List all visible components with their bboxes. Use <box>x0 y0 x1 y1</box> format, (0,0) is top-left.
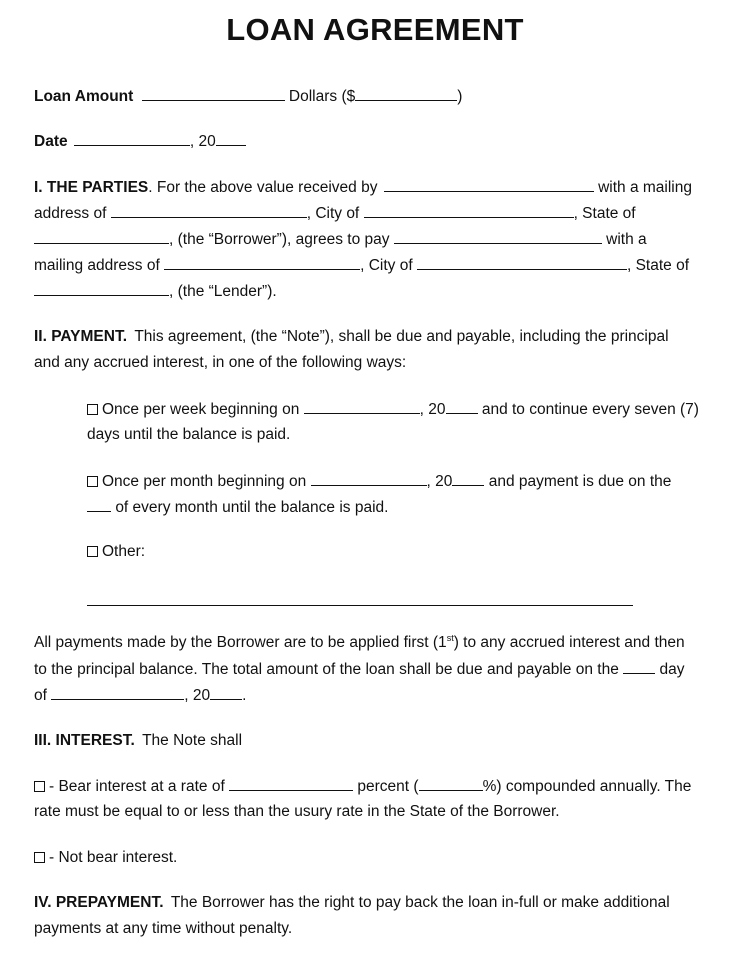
due-day-field[interactable] <box>623 659 655 674</box>
no-interest-checkbox[interactable] <box>34 852 45 863</box>
year-prefix: , 20 <box>419 401 446 418</box>
parties-text: . For the above value received by <box>148 179 378 196</box>
payment-text: day <box>659 661 685 678</box>
year-prefix: , 20 <box>189 133 216 150</box>
option-text: Other: <box>102 543 146 560</box>
borrower-state-field[interactable] <box>34 229 169 244</box>
date-label: Date <box>34 133 68 150</box>
monthly-option-line-2 <box>87 497 388 518</box>
year-prefix: , 20 <box>426 473 453 490</box>
payment-text: and any accrued interest, in one of the following ways: <box>34 354 407 371</box>
parties-text: , State of <box>626 257 690 274</box>
interest-line-1 <box>34 731 242 751</box>
parties-line-5 <box>34 281 277 302</box>
payment-applied-line-1 <box>34 633 685 653</box>
weekly-checkbox[interactable] <box>87 404 98 415</box>
date-year-field[interactable] <box>216 131 246 146</box>
monthly-due-day-field[interactable] <box>87 497 111 512</box>
payment-heading: II. PAYMENT. <box>34 328 128 345</box>
due-year-field[interactable] <box>210 685 242 700</box>
interest-text: The Note shall <box>142 732 243 749</box>
interest-rate-number-field[interactable] <box>419 776 483 791</box>
parties-text: address of <box>34 205 107 222</box>
loan-amount-label: Loan Amount <box>34 88 134 105</box>
lender-address-field[interactable] <box>164 255 360 270</box>
weekly-start-date-field[interactable] <box>304 399 420 414</box>
payment-applied-line-3 <box>34 685 246 706</box>
bear-interest-checkbox[interactable] <box>34 781 45 792</box>
parties-line-1 <box>34 177 692 198</box>
option-text: Once per month beginning on <box>102 473 307 490</box>
parties-text: mailing address of <box>34 257 160 274</box>
bear-interest-line-2 <box>34 802 560 822</box>
interest-heading: III. INTEREST. <box>34 732 135 749</box>
weekly-year-field[interactable] <box>446 399 478 414</box>
option-text: - Bear interest at a rate of <box>49 778 225 795</box>
lender-city-field[interactable] <box>417 255 627 270</box>
parties-text: , City of <box>306 205 360 222</box>
dollars-label: Dollars ($ <box>288 88 356 105</box>
date-field[interactable] <box>74 131 190 146</box>
due-month-field[interactable] <box>51 685 184 700</box>
parties-text: , (the “Lender”). <box>169 283 277 300</box>
option-text: and to continue every seven (7) <box>481 401 699 418</box>
option-text: of every month until the balance is paid. <box>115 499 389 516</box>
parties-text: with a <box>606 231 647 248</box>
loan-amount-number-field[interactable] <box>355 86 457 101</box>
option-text: and payment is due on the <box>488 473 672 490</box>
borrower-address-field[interactable] <box>111 203 307 218</box>
loan-amount-words-field[interactable] <box>142 86 285 101</box>
payment-text: to the principal balance. The total amount of the loan shall be due and payable on the <box>34 661 619 678</box>
parties-heading: I. THE PARTIES <box>34 179 149 196</box>
borrower-city-field[interactable] <box>364 203 574 218</box>
option-text: %) compounded annually. The <box>482 778 692 795</box>
borrower-name-field[interactable] <box>384 177 594 192</box>
option-text: Once per week beginning on <box>102 401 300 418</box>
interest-rate-words-field[interactable] <box>229 776 353 791</box>
lender-name-field[interactable] <box>394 229 602 244</box>
payment-applied-line-2 <box>34 659 684 680</box>
superscript-st: st <box>446 632 454 643</box>
prepayment-line-2 <box>34 919 292 939</box>
prepayment-line-1 <box>34 893 670 913</box>
prepayment-text: The Borrower has the right to pay back the loan in-full or make additional <box>170 894 670 911</box>
close-paren: ) <box>457 88 463 105</box>
option-text: - Not bear interest. <box>49 849 178 866</box>
payment-line-2 <box>34 353 406 373</box>
other-option <box>87 542 145 562</box>
parties-text: , City of <box>360 257 413 274</box>
payment-text: of <box>34 687 47 704</box>
document-title: LOAN AGREEMENT <box>226 12 524 47</box>
monthly-checkbox[interactable] <box>87 476 98 487</box>
year-prefix: , 20 <box>184 687 211 704</box>
monthly-start-date-field[interactable] <box>311 471 427 486</box>
no-interest-option <box>34 848 177 868</box>
lender-state-field[interactable] <box>34 281 169 296</box>
monthly-year-field[interactable] <box>452 471 484 486</box>
parties-line-4 <box>34 255 689 276</box>
loan-amount-row <box>34 86 462 107</box>
bear-interest-option <box>34 776 691 797</box>
prepayment-text: payments at any time without penalty. <box>34 920 293 937</box>
other-checkbox[interactable] <box>87 546 98 557</box>
option-text: days until the balance is paid. <box>87 426 291 443</box>
parties-text: , State of <box>573 205 636 222</box>
parties-text: , (the “Borrower”), agrees to pay <box>169 231 390 248</box>
parties-line-2 <box>34 203 636 224</box>
other-terms-field[interactable] <box>87 605 633 606</box>
payment-text: This agreement, (the “Note”), shall be due and payable, including the principal <box>134 328 669 345</box>
parties-text: with a mailing <box>598 179 692 196</box>
option-text: rate must be equal to or less than the usury rate in the State of the Borrower. <box>34 803 560 820</box>
parties-line-3 <box>34 229 647 250</box>
option-text: percent ( <box>357 778 419 795</box>
prepayment-heading: IV. PREPAYMENT. <box>34 894 164 911</box>
weekly-option-line-2 <box>87 425 290 445</box>
period: . <box>242 687 247 704</box>
payment-line-1 <box>34 327 669 347</box>
date-row <box>34 131 246 152</box>
weekly-option <box>87 399 699 420</box>
payment-text: All payments made by the Borrower are to be applied first (1 <box>34 634 447 651</box>
monthly-option <box>87 471 671 492</box>
payment-text: ) to any accrued interest and then <box>453 634 685 651</box>
